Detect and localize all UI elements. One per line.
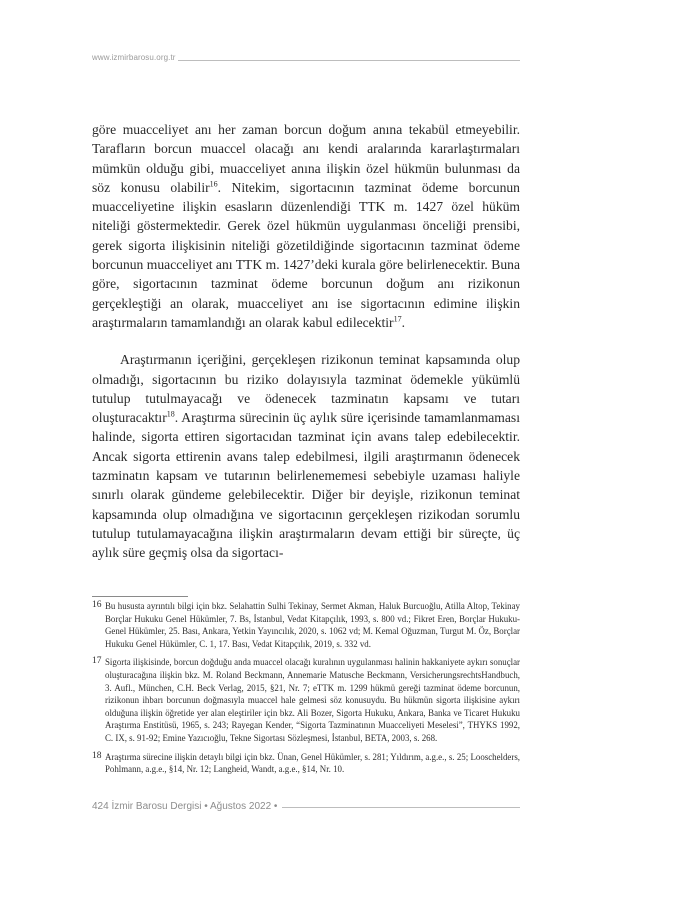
header-divider — [178, 60, 520, 61]
footnote-ref-18[interactable]: 18 — [166, 409, 175, 419]
footnote-separator — [92, 596, 188, 597]
paragraph-2-text-a: Araştırmanın içeriğini, gerçekleşen rizikonun teminat kapsamında olup olmadığı, sigortacının bu riziko dolayısıyla tazminat ödemekle yükümlü tutulup tutulmayacağı ve ödenecek tazminatın kapsamı ve tutarı oluşturacaktır — [92, 352, 520, 426]
footnote-18 — [92, 751, 520, 776]
footnote-ref-16[interactable]: 16 — [209, 179, 218, 189]
footnote-number: 17 — [92, 656, 102, 667]
header-url: www.izmirbarosu.org.tr — [92, 53, 176, 62]
footnote-text: Sigorta ilişkisinde, borcun doğduğu anda muaccel olacağı kuralının uygulanması halinin hakkaniyete aykırı sonuçlar oluşturacağına ilişkin bkz. M. Roland Beckmann, Annemarie Matusche Beckmann, VersicherungsrechtsHandbuch, 3. Aufl., München, C.H. Beck Verlag, 2015, §21, Nr. 7; eTTK m. 1299 hükmü gereği tazminat ödeme borcunun, rizikonun ihbarı borcunun doğmasıyla muaccel hale gelmesi söz konusuydu. Bu hükmün sigorta ilişkisine aykırı olduğuna ilişkin öğretide yer alan eleştiriler için bkz. Ali Bozer, Sigorta Hukuku, Ankara, Banka ve Ticaret Hukuku Araştırma Enstitüsü, 1965, s. 243; Rayegan Kender, “Sigorta Tazminatının Muacceliyeti Meselesi”, THYKS 1992, C. IX, s. 91-92; Emine Yazıcıoğlu, Tekne Sigortası Sözleşmesi, İstanbul, BETA, 2003, s. 268. — [105, 657, 520, 743]
footnote-number: 16 — [92, 600, 102, 610]
main-text — [92, 120, 520, 563]
footnote-text: Bu hususta ayrıntılı bilgi için bkz. Selahattin Sulhi Tekinay, Sermet Akman, Haluk Burcuoğlu, Atilla Altop, Tekinay Borçlar Hukuku Genel Hükümler, 7. Bs, İstanbul, Vedat Kitapçılık, 1993, s. 800 vd.; Fikret Eren, Borçlar Hukuku- Genel Hükümler, 25. Bası, Ankara, Yetkin Yayıncılık, 2020, s. 1062 vd; M. Kemal Oğuzman, Turgut M. Öz, Borçlar Hukuku Genel Hükümler, C. 1, 17. Bası, Vedat Kitapçılık, 2019, s. 332 vd. — [105, 601, 520, 649]
paragraph-2-text-b: . Araştırma sürecinin üç aylık süre içerisinde tamamlanmaması halinde, sigorta ettiren sigortacıdan tazminat için avans talep edebilecektir. Ancak sigorta ettirenin avans talep edebilmesi, ilgili araştırmanın ödenecek tazminatın kapsam ve tutarının belirlenememesi sebebiyle uzaması haliyle sınırlı olarak gündeme gelebilecektir. Diğer bir deyişle, rizikonun teminat kapsamında olup olmadığına ve sigortacının gerçekleşen rizikodan sorumlu tutulup tutulamayacağına ilişkin araştırmaların devam ettiği bir süreçte, üç aylık süre geçmiş olsa da sigortacı- — [92, 410, 520, 561]
paragraph-1 — [92, 120, 520, 332]
footer-divider — [282, 807, 520, 808]
page-footer: 424 İzmir Barosu Dergisi • Ağustos 2022 • — [92, 801, 278, 812]
footnote-16 — [92, 600, 520, 650]
paragraph-2 — [92, 350, 520, 562]
paragraph-1-text-b: . Nitekim, sigortacının tazminat ödeme borcunun muacceliyetine ilişkin esasların düzenlendiği TTK m. 1427 özel hüküm niteliği göstermektedir. Gerek özel hükmün uygulanması önceliği prensibi, gerek sigorta ilişkisinin niteliği gözetildiğinde sigortacının tazminat ödeme borcunun muacceliyet anı TTK m. 1427’deki kurala göre belirlenecektir. Buna göre, sigortacının tazminat ödeme borcunun doğum anı rizikonun gerçekleştiği an olarak, muacceliyet anı ise sigortacının edimine ilişkin araştırmaların tamamlandığı an olarak kabul edilecektir — [92, 179, 520, 330]
paragraph-1-text-c: . — [401, 314, 405, 330]
footnote-text: Araştırma sürecine ilişkin detaylı bilgi için bkz. Ünan, Genel Hükümler, s. 281; Yıldırım, a.g.e., s. 25; Looschelders, Pohlmann, a.g.e., §14, Nr. 12; Langheid, Wandt, a.g.e., §14, Nr. 10. — [105, 751, 520, 775]
footnote-number: 18 — [92, 750, 102, 761]
footnote-17 — [92, 656, 520, 744]
paragraph-1-text-a: göre muacceliyet anı her zaman borcun doğum anına tekabül etmeyebilir. Tarafların borcun muaccel olacağı anı kendi aralarında kararlaştırmaları mümkün olduğu gibi, muacceliyet anına ilişkin özel hükmün bulunması da söz konusu olabilir — [92, 122, 520, 195]
footnotes — [92, 600, 520, 782]
footnote-ref-17[interactable]: 17 — [393, 314, 402, 324]
